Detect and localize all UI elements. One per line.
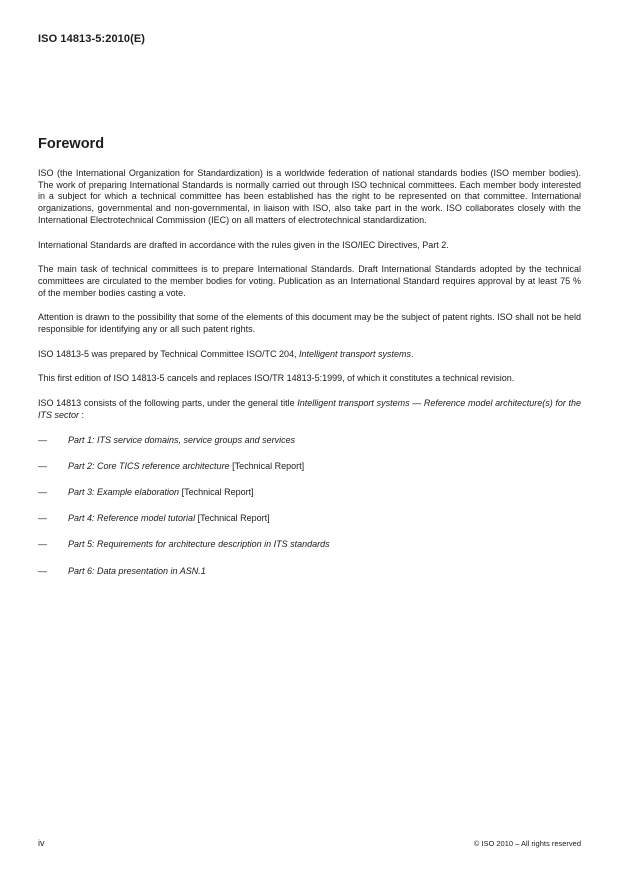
dash-bullet: — xyxy=(38,486,47,497)
foreword-paragraph xyxy=(38,349,581,361)
foreword-paragraph xyxy=(38,398,581,421)
italic-text-run: Part 6: Data presentation in ASN.1 xyxy=(68,565,206,576)
dash-bullet: — xyxy=(38,513,47,524)
parts-list-item-text xyxy=(68,461,581,473)
parts-list xyxy=(38,435,581,578)
dash-bullet: — xyxy=(38,565,47,576)
foreword-section xyxy=(38,137,581,592)
text-run: International Standards are drafted in accordance with the rules given in the ISO/IEC Directives, Part 2. xyxy=(38,239,449,250)
parts-list-item xyxy=(38,566,581,578)
parts-list-item xyxy=(38,539,581,551)
parts-list-item xyxy=(38,487,581,499)
text-run: ISO 14813-5 was prepared by Technical Committee ISO/TC 204, xyxy=(38,348,299,359)
text-run: Attention is drawn to the possibility that some of the elements of this document may be the subject of patent rights. ISO shall not be held responsible for identifying any or all such patent rights. xyxy=(38,312,581,335)
document-code: ISO 14813-5:2010(E) xyxy=(38,33,146,45)
parts-list-item xyxy=(38,435,581,447)
text-run: : xyxy=(79,409,85,420)
italic-text-run: Part 4: Reference model tutorial xyxy=(68,513,196,524)
foreword-paragraph xyxy=(38,312,581,335)
text-run: [Technical Report] xyxy=(195,513,270,524)
parts-list-item xyxy=(38,461,581,473)
text-run: [Technical Report] xyxy=(179,486,254,497)
text-run: ISO 14813 consists of the following parts, under the general title xyxy=(38,398,298,409)
page-number: iv xyxy=(38,838,45,848)
copyright-notice: © ISO 2010 – All rights reserved xyxy=(473,839,581,848)
text-run: ISO (the International Organization for Standardization) is a worldwide federation of national standards bodies (ISO member bodies). The work of preparing International Standards is normally carried out through ISO technical committees. Each member body interested in a subject for which a technical committee has been established has the right to be represented on that committee. International organizations, governmental and non-governmental, in liaison with ISO, also take part in the work. ISO collaborates closely with the International Electrotechnical Commission (IEC) on all matters of electrotechnical standardization. xyxy=(38,168,581,225)
parts-list-item-text xyxy=(68,513,581,525)
dash-bullet: — xyxy=(38,460,47,471)
parts-list-item xyxy=(38,513,581,525)
italic-text-run: Part 2: Core TICS reference architecture xyxy=(68,460,230,471)
italic-text-run: Part 1: ITS service domains, service groups and services xyxy=(68,434,296,445)
dash-bullet: — xyxy=(38,539,47,550)
foreword-title: Foreword xyxy=(38,136,105,152)
italic-text-run: Intelligent transport systems xyxy=(298,348,412,359)
parts-list-item-text xyxy=(68,566,581,578)
text-run: . xyxy=(411,348,414,359)
parts-list-item-text xyxy=(68,539,581,551)
text-run: This first edition of ISO 14813-5 cancels and replaces ISO/TR 14813-5:1999, of which it constitutes a technical revision. xyxy=(38,373,515,384)
italic-text-run: Part 3: Example elaboration xyxy=(68,486,180,497)
page-footer xyxy=(38,838,581,848)
text-run: [Technical Report] xyxy=(229,460,305,471)
dash-bullet: — xyxy=(38,434,47,445)
italic-text-run: Part 5: Requirements for architecture description in ITS standards xyxy=(68,539,330,550)
foreword-paragraph xyxy=(38,264,581,299)
foreword-paragraph xyxy=(38,168,581,227)
parts-list-item-text xyxy=(68,435,581,447)
italic-text-run: Intelligent transport systems — Reference model architecture(s) for the ITS sector xyxy=(38,398,581,420)
foreword-paragraph xyxy=(38,373,581,385)
text-run: The main task of technical committees is to prepare International Standards. Draft International Standards adopted by the technical committees are circulated to the member bodies for voting. Publication as an International Standard requires approval by at least 75 % of the member bodies casting a vote. xyxy=(38,264,581,298)
foreword-paragraphs xyxy=(38,168,581,422)
page-header xyxy=(38,33,145,45)
parts-list-item-text xyxy=(68,487,581,499)
foreword-paragraph xyxy=(38,240,581,252)
